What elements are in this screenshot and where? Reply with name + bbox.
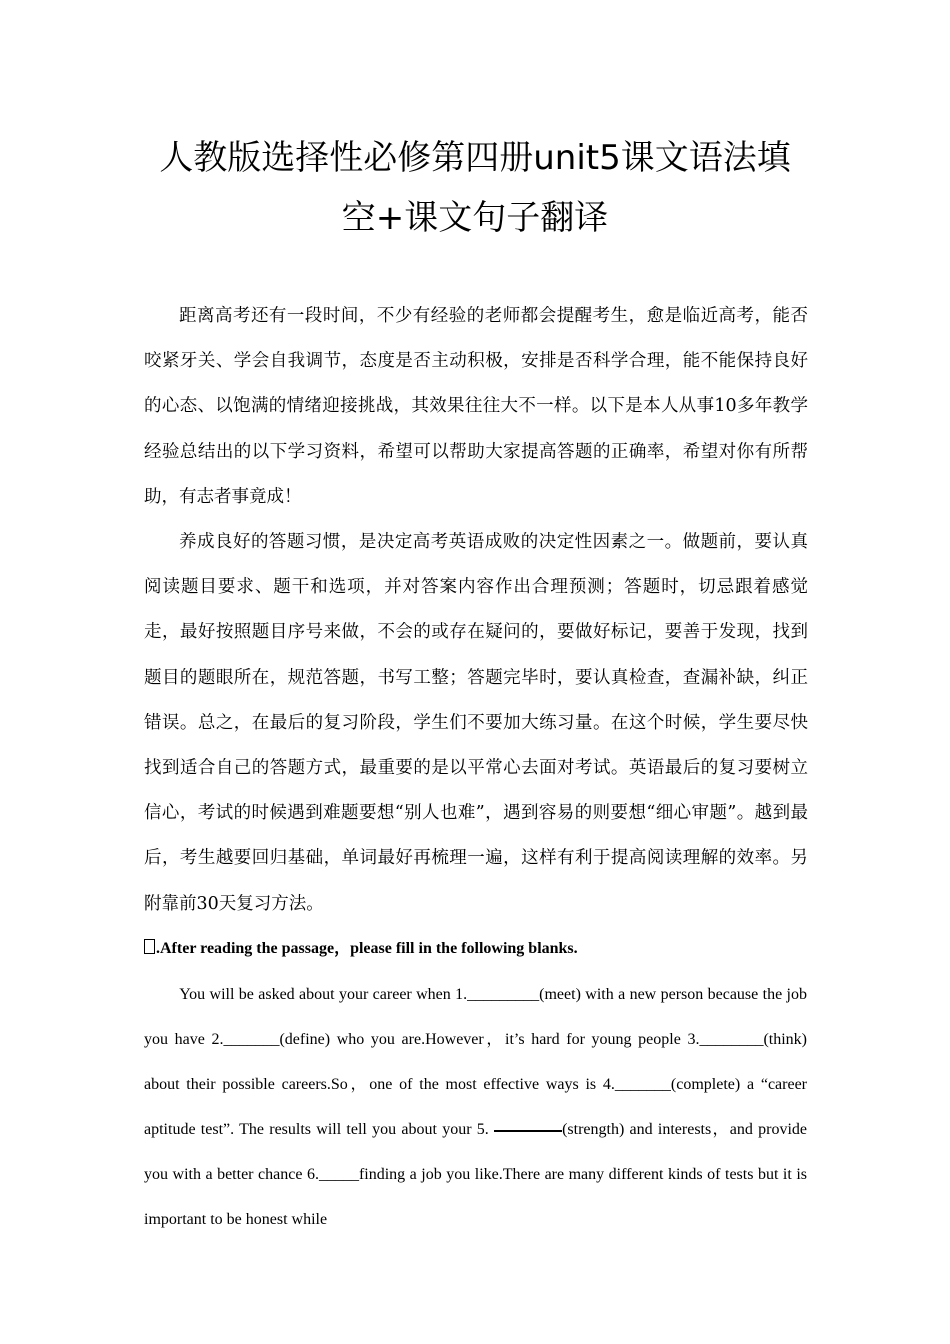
title-line-2: 空+课文句子翻译: [341, 198, 609, 238]
intro-paragraph-1: 距离高考还有一段时间，不少有经验的老师都会提醒考生，愈是临近高考，能否咬紧牙关、学会自我调节，态度是否主动积极，安排是否科学合理，能不能保持良好的心态、以饱满的情绪迎接挑战，其效果往往大不一样。以下是本人从事10多年教学经验总结出的以下学习资料，希望可以帮助大家提高答题的正确率，希望对你有所帮助，有志者事竟成！: [144, 306, 808, 507]
blank-5-underline: [494, 1129, 562, 1132]
missing-glyph-box-icon: [144, 939, 155, 954]
document-title: [100, 128, 850, 248]
title-line-1: 人教版选择性必修第四册unit5课文语法填: [159, 138, 791, 178]
intro-paragraph-2: 养成良好的答题习惯，是决定高考英语成败的决定性因素之一。做题前，要认真阅读题目要求、题干和选项，并对答案内容作出合理预测；答题时，切忌跟着感觉走，最好按照题目序号来做，不会的或存在疑问的，要做好标记，要善于发现，找到题目的题眼所在，规范答题，书写工整；答题完毕时，要认真检查，查漏补缺，纠正错误。总之，在最后的复习阶段，学生们不要加大练习量。在这个时候，学生要尽快找到适合自己的答题方式，最重要的是以平常心去面对考试。英语最后的复习要树立信心，考试的时候遇到难题要想“别人也难”，遇到容易的则要想“细心审题”。越到最后，考生越要回归基础，单词最好再梳理一遍，这样有利于提高阅读理解的效率。另附靠前30天复习方法。: [144, 532, 808, 914]
fill-blank-passage: [144, 972, 807, 1242]
passage-text-part-2: (strength) and interests，and provide you with a better chance 6._____finding a job you like.There are many different kinds of tests but it is important to be honest while: [144, 1121, 808, 1228]
section-heading: [144, 934, 578, 964]
section-heading-text: .After reading the passage，please fill in the following blanks.: [156, 940, 578, 957]
passage-text-part-1: You will be asked about your career when 1._________(meet) with a new person because the job you have 2._______(define) who you are.However，it’s hard for young people 3.________(think) about their possible careers.So，one of the most effective ways is 4._______(complete) a “career aptitude test”. The results will tell you about your 5.: [144, 986, 808, 1138]
